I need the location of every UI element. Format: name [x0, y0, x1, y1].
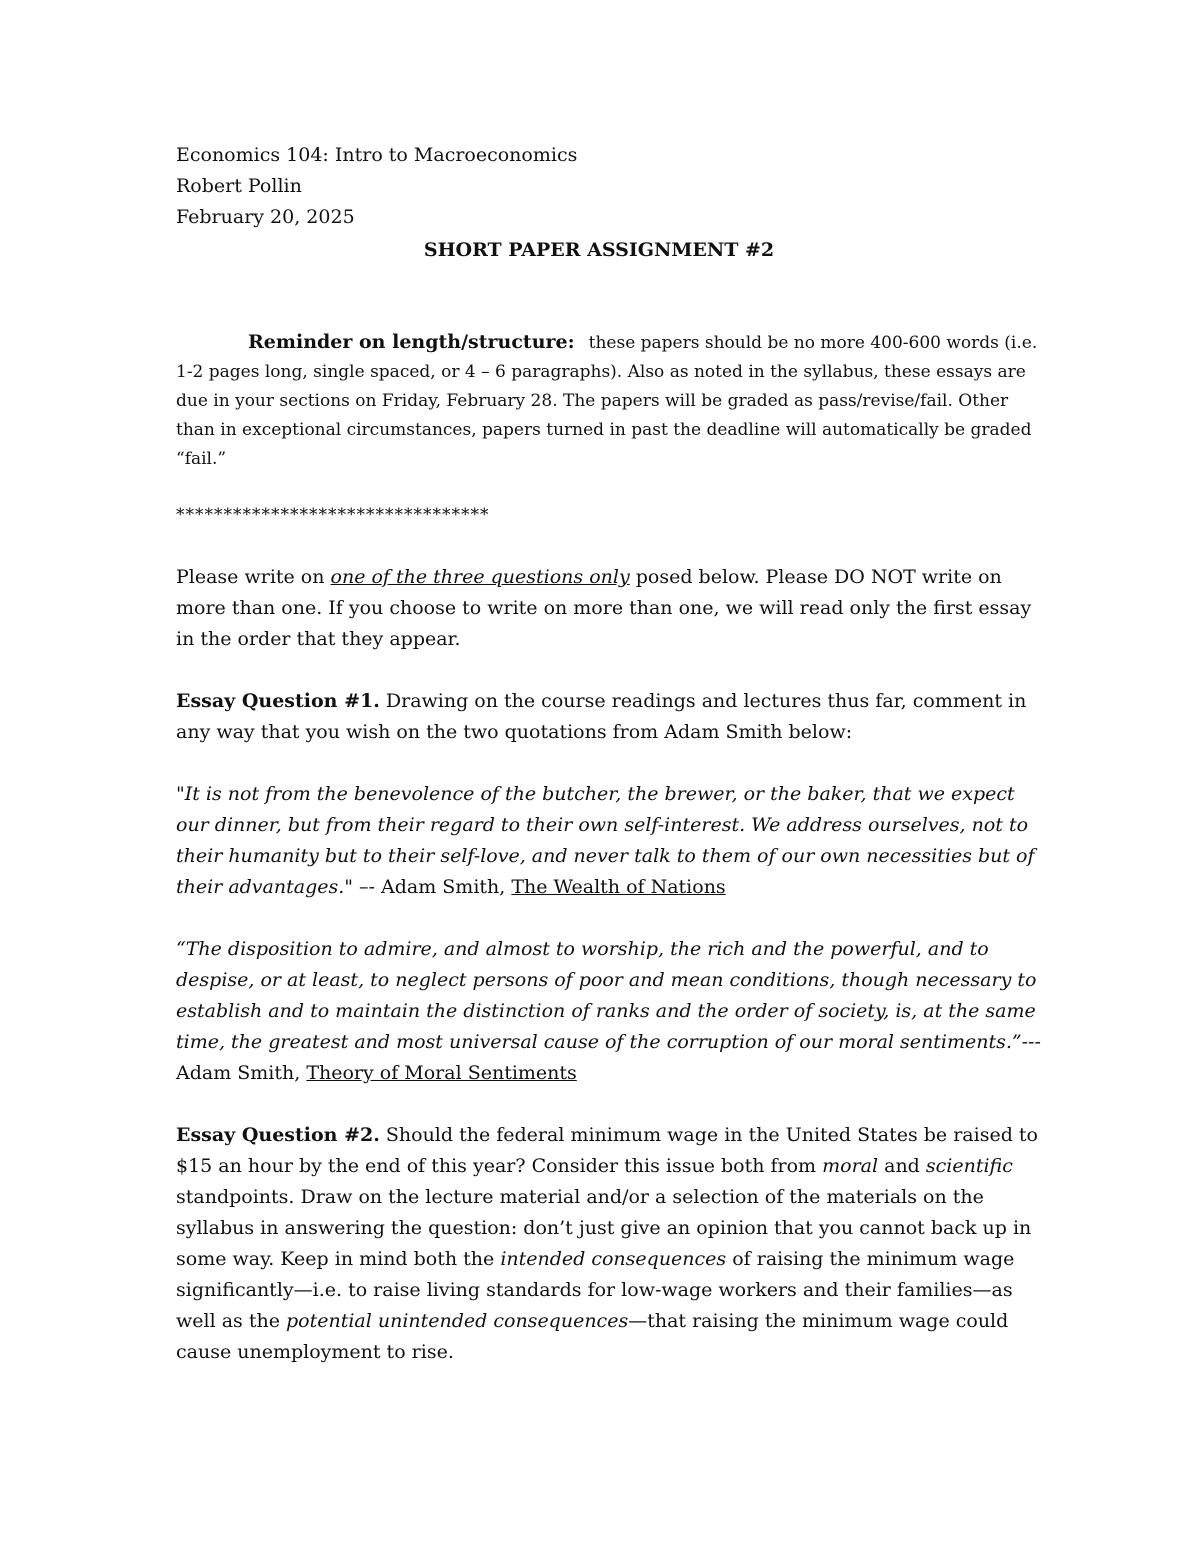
quote2-line-5	[176, 1058, 1036, 1089]
quote1-attribution: –- Adam Smith,	[353, 876, 512, 898]
q2-line-5	[176, 1244, 1036, 1275]
quote1-line-1: "It is not from the benevolence of the butcher, the brewer, or the baker, that we expect	[176, 783, 1015, 805]
document-date: February 20, 2025	[176, 206, 355, 228]
course-name: Economics 104: Intro to Macroeconomics	[176, 144, 578, 166]
reminder-line-2: 1-2 pages long, single spaced, or 4 – 6 paragraphs). Also as noted in the syllabus, these essays are	[176, 362, 1026, 382]
quote-wealth-of-nations	[176, 779, 1036, 903]
q2-unintended-consequences: potential unintended consequences	[285, 1310, 629, 1332]
quote2-source: Theory of Moral Sentiments	[306, 1062, 577, 1084]
q2-line-7	[176, 1306, 1036, 1337]
instructions-line-1	[176, 562, 1036, 593]
reminder-text-1: these papers should be no more 400-600 words (i.e.	[588, 333, 1038, 353]
reminder-line-4: than in exceptional circumstances, papers turned in past the deadline will automatically be graded	[176, 420, 1032, 440]
quote1-source: The Wealth of Nations	[511, 876, 726, 898]
instructions-line-3: in the order that they appear.	[176, 628, 461, 650]
instructor-name: Robert Pollin	[176, 175, 302, 197]
q2-line-2	[176, 1151, 1036, 1182]
quote2-line-4	[176, 1027, 1041, 1058]
q2-line-3: standpoints. Draw on the lecture material and/or a selection of the materials on the	[176, 1186, 984, 1208]
q2-intended-consequences: intended consequences	[500, 1248, 727, 1270]
q2-text: Should the federal minimum wage in the United States be raised to	[379, 1124, 1038, 1146]
q1-line-2: any way that you wish on the two quotations from Adam Smith below:	[176, 721, 853, 743]
instructions-emphasis: one of the three questions only	[330, 566, 630, 588]
instructions-text: posed below. Please DO NOT write on	[629, 566, 1002, 588]
q1-label: Essay Question #1.	[176, 690, 380, 712]
reminder-line-3: due in your sections on Friday, February 28. The papers will be graded as pass/revise/fail. Other	[176, 391, 1009, 411]
quote1-text: their advantages."	[176, 876, 354, 898]
essay-question-1	[176, 686, 1036, 748]
q1-line-1	[176, 686, 1036, 717]
quote2-attribution: Adam Smith,	[176, 1062, 307, 1084]
quote2-line-1: “The disposition to admire, and almost to worship, the rich and the powerful, and to	[176, 938, 989, 960]
reminder-line-1	[176, 328, 1036, 358]
instructions-text: Please write on	[176, 566, 331, 588]
instructions-line-2: more than one. If you choose to write on more than one, we will read only the first essay	[176, 597, 1032, 619]
q2-text: —that raising the minimum wage could	[628, 1310, 1009, 1332]
instructions-paragraph	[176, 562, 1036, 655]
quote1-line-4	[176, 872, 1036, 903]
quote2-line-2: despise, or at least, to neglect persons of poor and mean conditions, though necessary to	[176, 969, 1037, 991]
quote2-line-3: establish and to maintain the distinction of ranks and the order of society, is, at the same	[176, 1000, 1036, 1022]
quote1-line-2: our dinner, but from their regard to their own self-interest. We address ourselves, not to	[176, 814, 1029, 836]
q2-text: of raising the minimum wage	[726, 1248, 1015, 1270]
quote1-line-3: their humanity but to their self-love, and never talk to them of our own necessities but of	[176, 845, 1035, 867]
reminder-lead: Reminder on length/structure:	[248, 331, 575, 353]
quote2-text: time, the greatest and most universal cause of the corruption of our moral sentiments.”	[176, 1031, 1022, 1053]
q2-text: and	[878, 1155, 926, 1177]
page-title: SHORT PAPER ASSIGNMENT #2	[423, 239, 775, 261]
q1-text: Drawing on the course readings and lectures thus far, comment in	[379, 690, 1027, 712]
separator: *********************************	[176, 505, 490, 525]
q2-moral: moral	[822, 1155, 879, 1177]
reminder-line-5: “fail.”	[176, 449, 227, 469]
q2-line-1	[176, 1120, 1036, 1151]
q2-text: well as the	[176, 1310, 286, 1332]
reminder-paragraph	[176, 328, 1036, 474]
quote2-dash: ---	[1021, 1031, 1041, 1053]
q2-scientific: scientific	[925, 1155, 1013, 1177]
q2-line-8: cause unemployment to rise.	[176, 1341, 454, 1363]
essay-question-2	[176, 1120, 1036, 1368]
q2-text: some way. Keep in mind both the	[176, 1248, 501, 1270]
document-page	[176, 140, 1041, 1368]
q2-label: Essay Question #2.	[176, 1124, 380, 1146]
quote-moral-sentiments	[176, 934, 1041, 1089]
q2-text: $15 an hour by the end of this year? Consider this issue both from	[176, 1155, 823, 1177]
q2-line-6: significantly—i.e. to raise living standards for low-wage workers and their families—as	[176, 1279, 1013, 1301]
q2-line-4: syllabus in answering the question: don’t just give an opinion that you cannot back up in	[176, 1217, 1032, 1239]
